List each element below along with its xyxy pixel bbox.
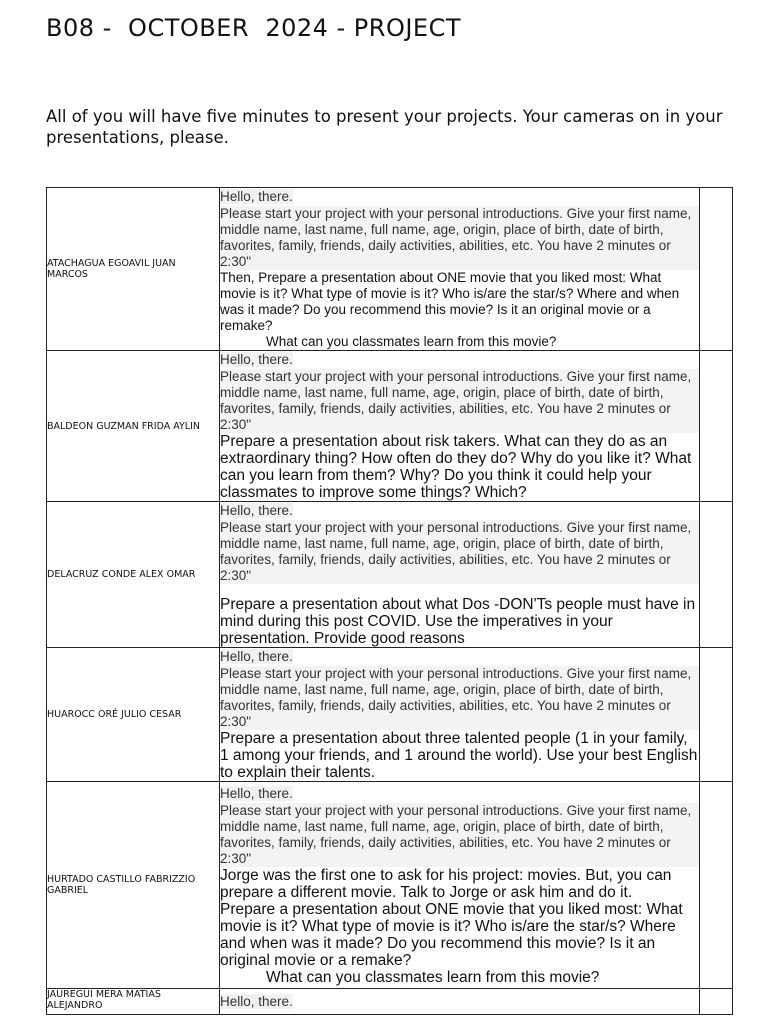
greeting-text: Hello, there. (220, 649, 293, 664)
document-title: B08 - OCTOBER 2024 - PROJECT (46, 14, 462, 42)
table-row (47, 502, 733, 648)
student-name: JAUREGUI MERA MATIAS ALEJANDRO (47, 989, 220, 1015)
student-name: BALDEON GUZMAN FRIDA AYLIN (47, 351, 220, 502)
intro-instructions: Please start your project with your personal introductions. Give your first name, middle name, last name, full name, age, origin, place of birth, date of birth, favorites, family, friends, daily activities, abilities, etc. You have 2 minutes or 2:30" (220, 369, 699, 433)
intro-paragraph: All of you will have five minutes to present your projects. Your cameras on in your presentations, please. (46, 107, 723, 147)
empty-cell (700, 188, 733, 351)
project-description (220, 188, 700, 351)
project-task: Prepare a presentation about ONE movie that you liked most: What movie is it? What type of movie is it? Who is/are the star/s? Where and when was it made? Do you recommend this movie? Is it an original movie or a remake? (220, 900, 683, 969)
greeting-text: Hello, there. (220, 785, 293, 801)
greeting-text: Hello, there. (220, 993, 293, 1009)
project-followup: What can you classmates learn from this movie? (266, 334, 557, 349)
project-description (220, 351, 700, 502)
intro-instructions: Please start your project with your personal introductions. Give your first name, middle name, last name, full name, age, origin, place of birth, date of birth, favorites, family, friends, daily activities, abilities, etc. You have 2 minutes or 2:30" (220, 206, 699, 270)
project-description (220, 648, 700, 782)
project-task (220, 270, 699, 334)
student-name: HUAROCC ORÉ JULIO CESAR (47, 648, 220, 782)
intro-instructions: Please start your project with your personal introductions. Give your first name, middle name, last name, full name, age, origin, place of birth, date of birth, favorites, family, friends, daily activities, abilities, etc. You have 2 minutes or 2:30" (220, 520, 699, 584)
empty-cell (700, 502, 733, 648)
task-lead: Then, (220, 270, 259, 285)
project-task: Prepare a presentation about three talented people (1 in your family, 1 among your friends, and 1 around the world). Use your best English to explain their talents. (220, 730, 698, 781)
student-name: HURTADO CASTILLO FABRIZZIO GABRIEL (47, 782, 220, 989)
table-row (47, 188, 733, 351)
greeting-text: Hello, there. (220, 352, 293, 367)
student-name: ATACHAGUA EGOAVIL JUAN MARCOS (47, 188, 220, 351)
project-description (220, 989, 700, 1015)
greeting-text: Hello, there. (220, 189, 293, 204)
table-row (47, 648, 733, 782)
table-row (47, 782, 733, 989)
project-description (220, 502, 700, 648)
greeting-text: Hello, there. (220, 503, 293, 518)
student-name: DELACRUZ CONDE ALEX OMAR (47, 502, 220, 648)
table-row (47, 989, 733, 1015)
empty-cell (700, 782, 733, 989)
table-row (47, 351, 733, 502)
empty-cell (700, 648, 733, 782)
projects-table (46, 187, 733, 1015)
project-task: Prepare a presentation about what Dos -DON'Ts people must have in mind during this post COVID. Use the imperatives in your presentation. Provide good reasons (220, 596, 696, 647)
empty-cell (700, 351, 733, 502)
project-followup: What can you classmates learn from this movie? (266, 968, 600, 986)
empty-cell (700, 989, 733, 1015)
intro-instructions: Please start your project with your personal introductions. Give your first name, middle name, last name, full name, age, origin, place of birth, date of birth, favorites, family, friends, daily activities, abilities, etc. You have 2 minutes or 2:30" (220, 803, 699, 867)
project-task: Prepare a presentation about risk takers. What can they do as an extraordinary thing? How often do they do? Why do you like it? What can you learn from them? Why? Do you think it could help your classmates to improve some things? Which? (220, 433, 692, 501)
project-description (220, 782, 700, 989)
intro-instructions: Please start your project with your personal introductions. Give your first name, middle name, last name, full name, age, origin, place of birth, date of birth, favorites, family, friends, daily activities, abilities, etc. You have 2 minutes or 2:30" (220, 666, 699, 730)
project-note: Jorge was the first one to ask for his project: movies. But, you can prepare a different movie. Talk to Jorge or ask him and do it. (220, 866, 672, 901)
task-text: Prepare a presentation about ONE movie that you liked most: What movie is it? What type of movie is it? Who is/are the star/s? Where and when was it made? Do you recommend this movie? Is it an original movie or a remake? (220, 270, 680, 333)
